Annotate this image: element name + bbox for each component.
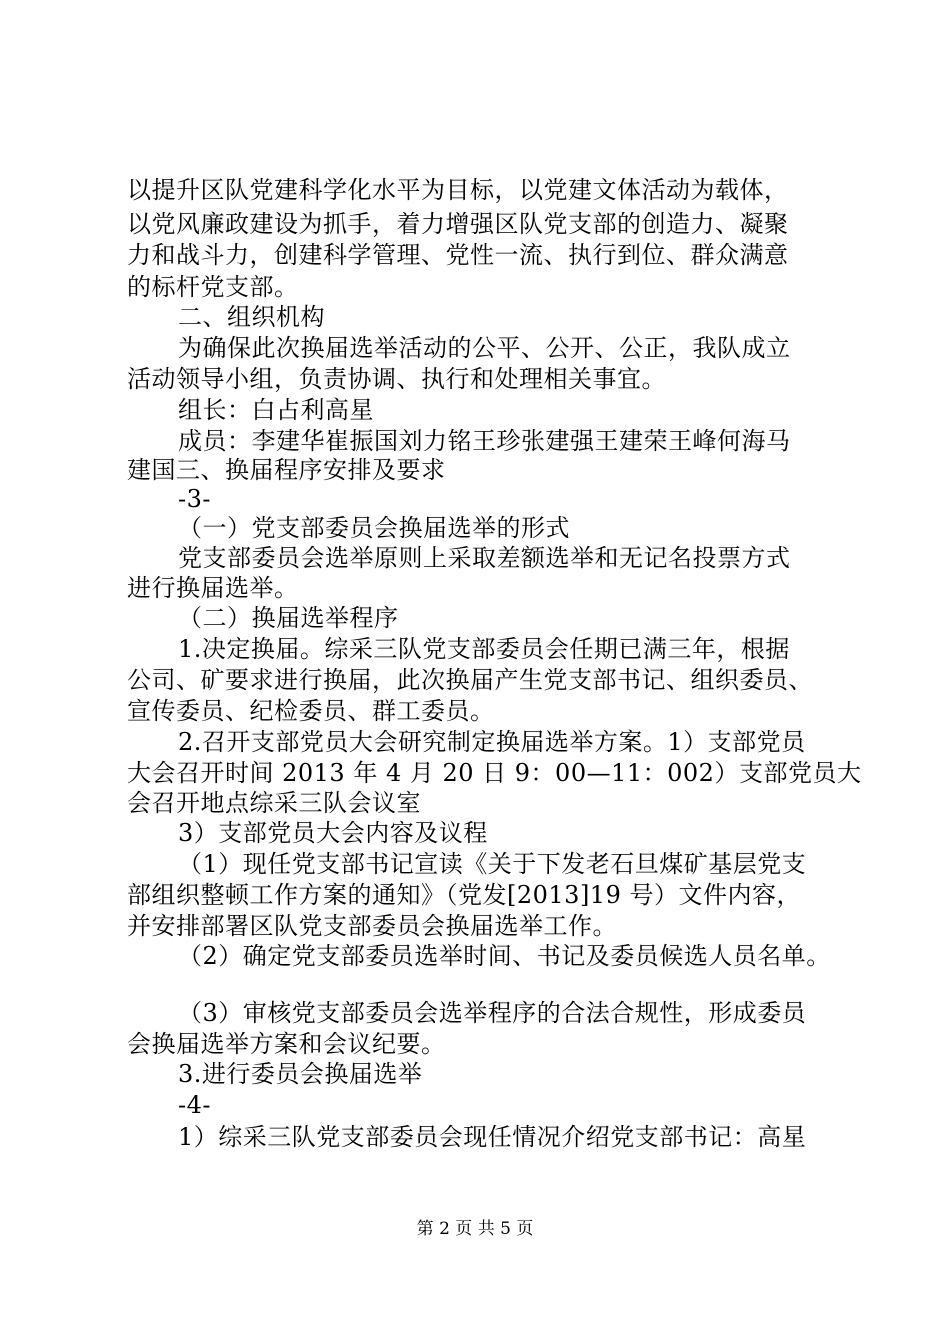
text-line: 部组织整顿工作方案的通知》（党发[2013]19 号）文件内容， <box>127 881 801 909</box>
text-line: 3）支部党员大会内容及议程 <box>178 819 488 847</box>
text-line: 1）综采三队党支部委员会现任情况介绍党支部书记：高星 <box>178 1123 807 1151</box>
text-line: 会换届选举方案和会议纪要。 <box>127 1030 446 1058</box>
text-line: 2.召开支部党员大会研究制定换届选举方案。1）支部党员 <box>178 728 806 756</box>
text-line: 进行换届选举。 <box>127 574 299 602</box>
text-line: 3.进行委员会换届选举 <box>178 1060 423 1088</box>
text-line: 以党风廉政建设为抓手，着力增强区队党支部的创造力、凝聚 <box>127 210 789 238</box>
text-line: 会召开地点综采三队会议室 <box>127 789 421 817</box>
text-line: 公司、矿要求进行换届，此次换届产生党支部书记、组织委员、 <box>127 666 813 694</box>
section-heading: 二、组织机构 <box>178 303 325 331</box>
text-line: （2）确定党支部委员选举时间、书记及委员候选人员名单。 <box>178 942 831 970</box>
page-marker: -3- <box>178 485 211 513</box>
text-line: 力和战斗力，创建科学管理、党性一流、执行到位、群众满意 <box>127 241 789 269</box>
text-line: 宣传委员、纪检委员、群工委员。 <box>127 697 495 725</box>
page-marker: -4- <box>178 1091 211 1119</box>
text-line: 建国三、换届程序安排及要求 <box>127 456 446 484</box>
text-line: 以提升区队党建科学化水平为目标，以党建文体活动为载体， <box>127 176 789 204</box>
text-line: 成员：李建华崔振国刘力铭王珍张建强王建荣王峰何海马 <box>178 427 791 455</box>
text-line: （3）审核党支部委员会选举程序的合法合规性，形成委员 <box>178 999 807 1027</box>
text-line: 大会召开时间 2013 年 4 月 20 日 9：00—11：002）支部党员大 <box>127 759 862 787</box>
text-line: 的标杆党支部。 <box>127 273 299 301</box>
page-footer: 第 2 页 共 5 页 <box>416 1219 534 1239</box>
text-line: 组长：白占利高星 <box>178 396 374 424</box>
text-line: 并安排部署区队党支部委员会换届选举工作。 <box>127 912 617 940</box>
text-line: （1）现任党支部书记宣读《关于下发老石旦煤矿基层党支 <box>178 850 807 878</box>
text-line: 党支部委员会选举原则上采取差额选举和无记名投票方式 <box>178 544 791 572</box>
text-line: 1.决定换届。综采三队党支部委员会任期已满三年，根据 <box>178 635 790 663</box>
subsection-heading: （二）换届选举程序 <box>178 604 399 632</box>
subsection-heading: （一）党支部委员会换届选举的形式 <box>178 514 570 542</box>
text-line: 为确保此次换届选举活动的公平、公开、公正，我队成立 <box>178 334 791 362</box>
text-line: 活动领导小组，负责协调、执行和处理相关事宜。 <box>127 365 666 393</box>
